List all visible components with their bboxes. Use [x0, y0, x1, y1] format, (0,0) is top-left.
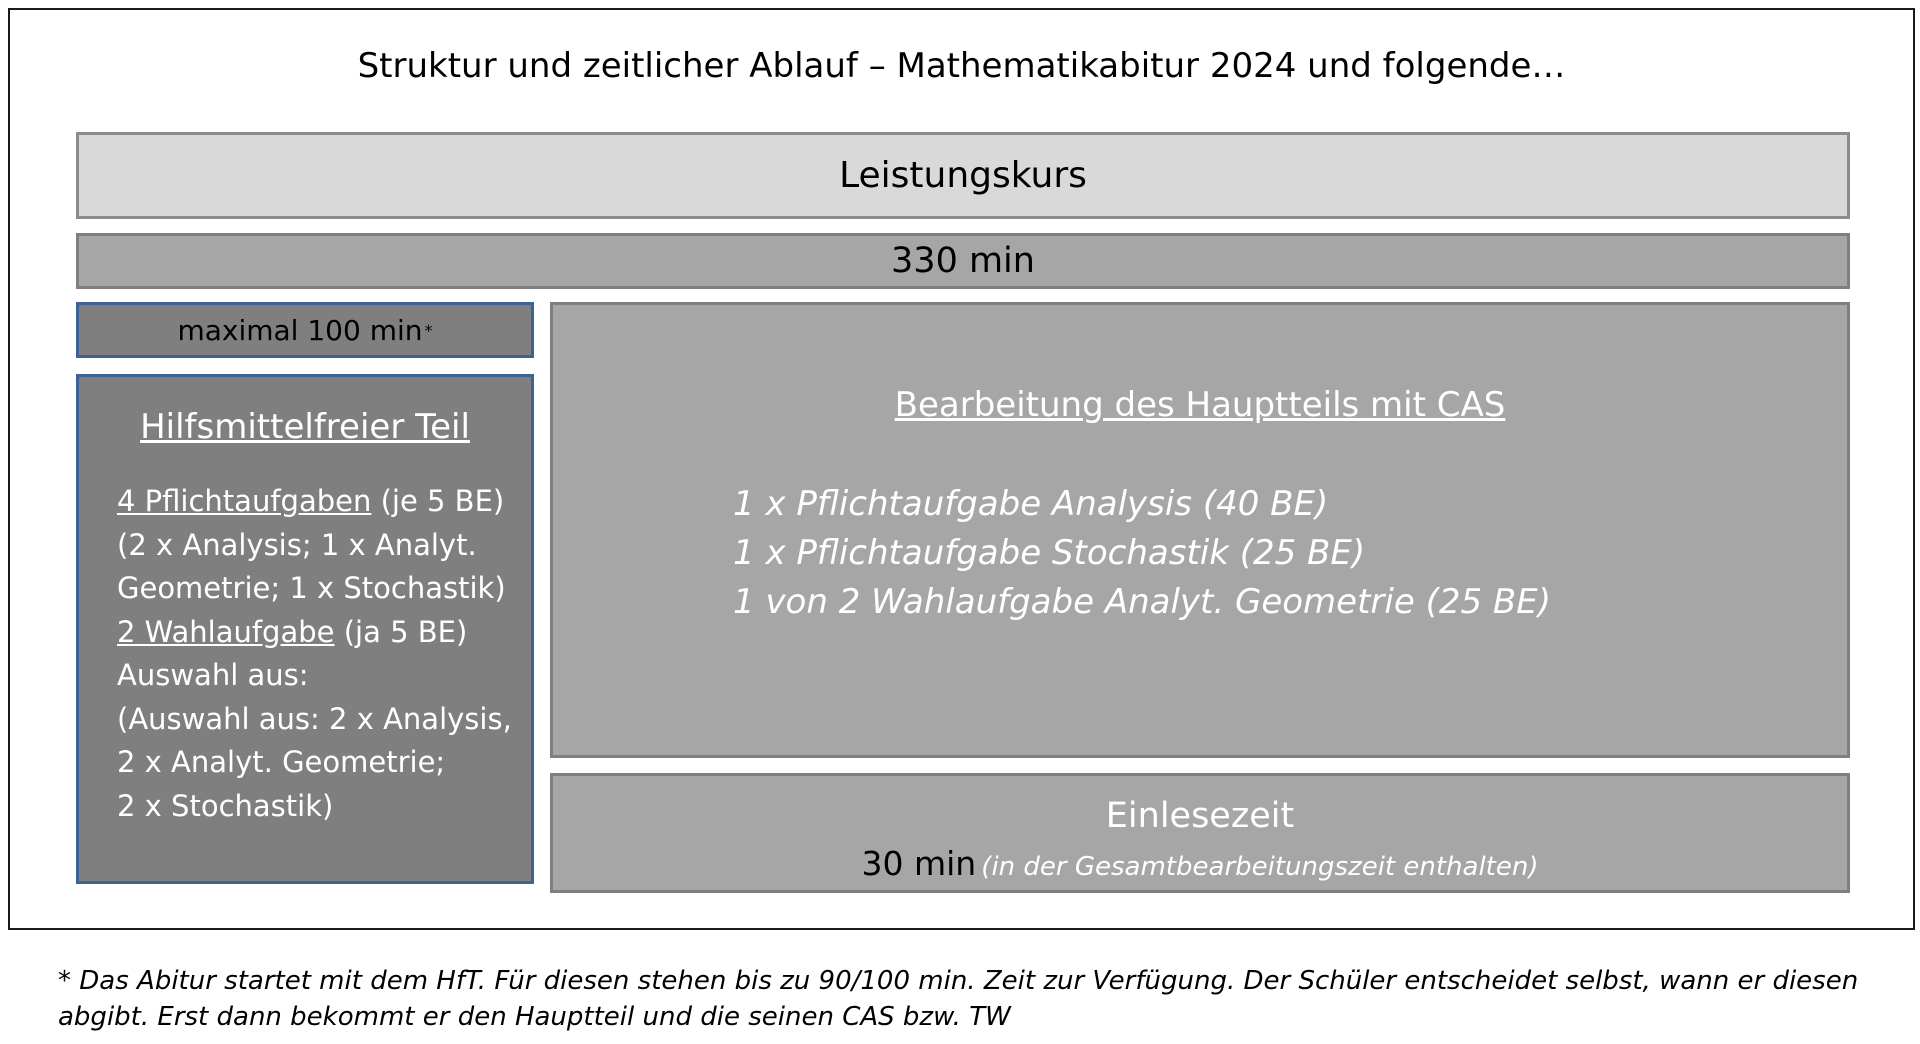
total-time-label: 330 min	[891, 241, 1035, 281]
hft-task-list	[117, 480, 512, 828]
hft-time-label: maximal 100 min	[177, 313, 423, 347]
footnote: * Das Abitur startet mit dem HfT. Für diesen stehen bis zu 90/100 min. Zeit zur Verfügung. Der Schüler entscheidet selbst, wann er diesen abgibt. Erst dann bekommt er den Hauptteil und die seinen CAS bzw. TW	[58, 966, 1859, 1032]
main-task-item: 1 x Pflichtaufgabe Analysis (40 BE)	[733, 484, 1329, 524]
reading-time-title: Einlesezeit	[1105, 796, 1295, 836]
hft-task-line	[117, 524, 512, 568]
main-part-title: Bearbeitung des Hauptteils mit CAS	[894, 385, 1506, 425]
main-part-box	[550, 302, 1850, 758]
footnote-mark: *	[424, 320, 433, 340]
hft-task-text: Auswahl aus:	[117, 658, 309, 692]
hft-task-text: Geometrie; 1 x Stochastik)	[117, 571, 506, 605]
main-task-list	[733, 480, 1551, 627]
course-box	[76, 132, 1850, 219]
diagram-frame	[8, 8, 1915, 930]
main-task-item: 1 von 2 Wahlaufgabe Analyt. Geometrie (25 BE)	[733, 582, 1551, 622]
total-time-bar	[76, 233, 1850, 289]
hft-task-line	[117, 611, 512, 655]
hft-task-text: (ja 5 BE)	[334, 614, 468, 649]
hft-task-text: 2 x Stochastik)	[117, 788, 334, 823]
hft-box	[76, 374, 534, 884]
main-task-item: 1 x Pflichtaufgabe Stochastik (25 BE)	[733, 533, 1366, 573]
reading-time-note: (in der Gesamtbearbeitungszeit enthalten)	[981, 852, 1539, 882]
hft-task-line	[117, 567, 512, 611]
hft-task-heading: 2 Wahlaufgabe	[117, 614, 335, 649]
hft-task-text: (Auswahl aus: 2 x Analysis,	[117, 701, 512, 736]
hft-task-line	[117, 741, 512, 785]
hft-time-box	[76, 302, 534, 358]
hft-task-text: 2 x Analyt. Geometrie;	[117, 745, 446, 779]
reading-time-line	[553, 844, 1847, 883]
hft-task-line	[117, 480, 512, 524]
hft-task-line	[117, 785, 512, 829]
hft-task-line	[117, 698, 512, 742]
reading-time-box	[550, 773, 1850, 893]
diagram-title: Struktur und zeitlicher Ablauf – Mathematikabitur 2024 und folgende…	[357, 46, 1566, 86]
hft-title: Hilfsmittelfreier Teil	[140, 407, 470, 447]
course-label: Leistungskurs	[839, 155, 1087, 196]
hft-task-text: (2 x Analysis; 1 x Analyt.	[117, 527, 477, 562]
reading-time-value: 30 min	[861, 844, 977, 883]
hft-task-text: (je 5 BE)	[371, 484, 505, 518]
hft-task-heading: 4 Pflichtaufgaben	[117, 484, 372, 518]
hft-task-line	[117, 654, 512, 698]
